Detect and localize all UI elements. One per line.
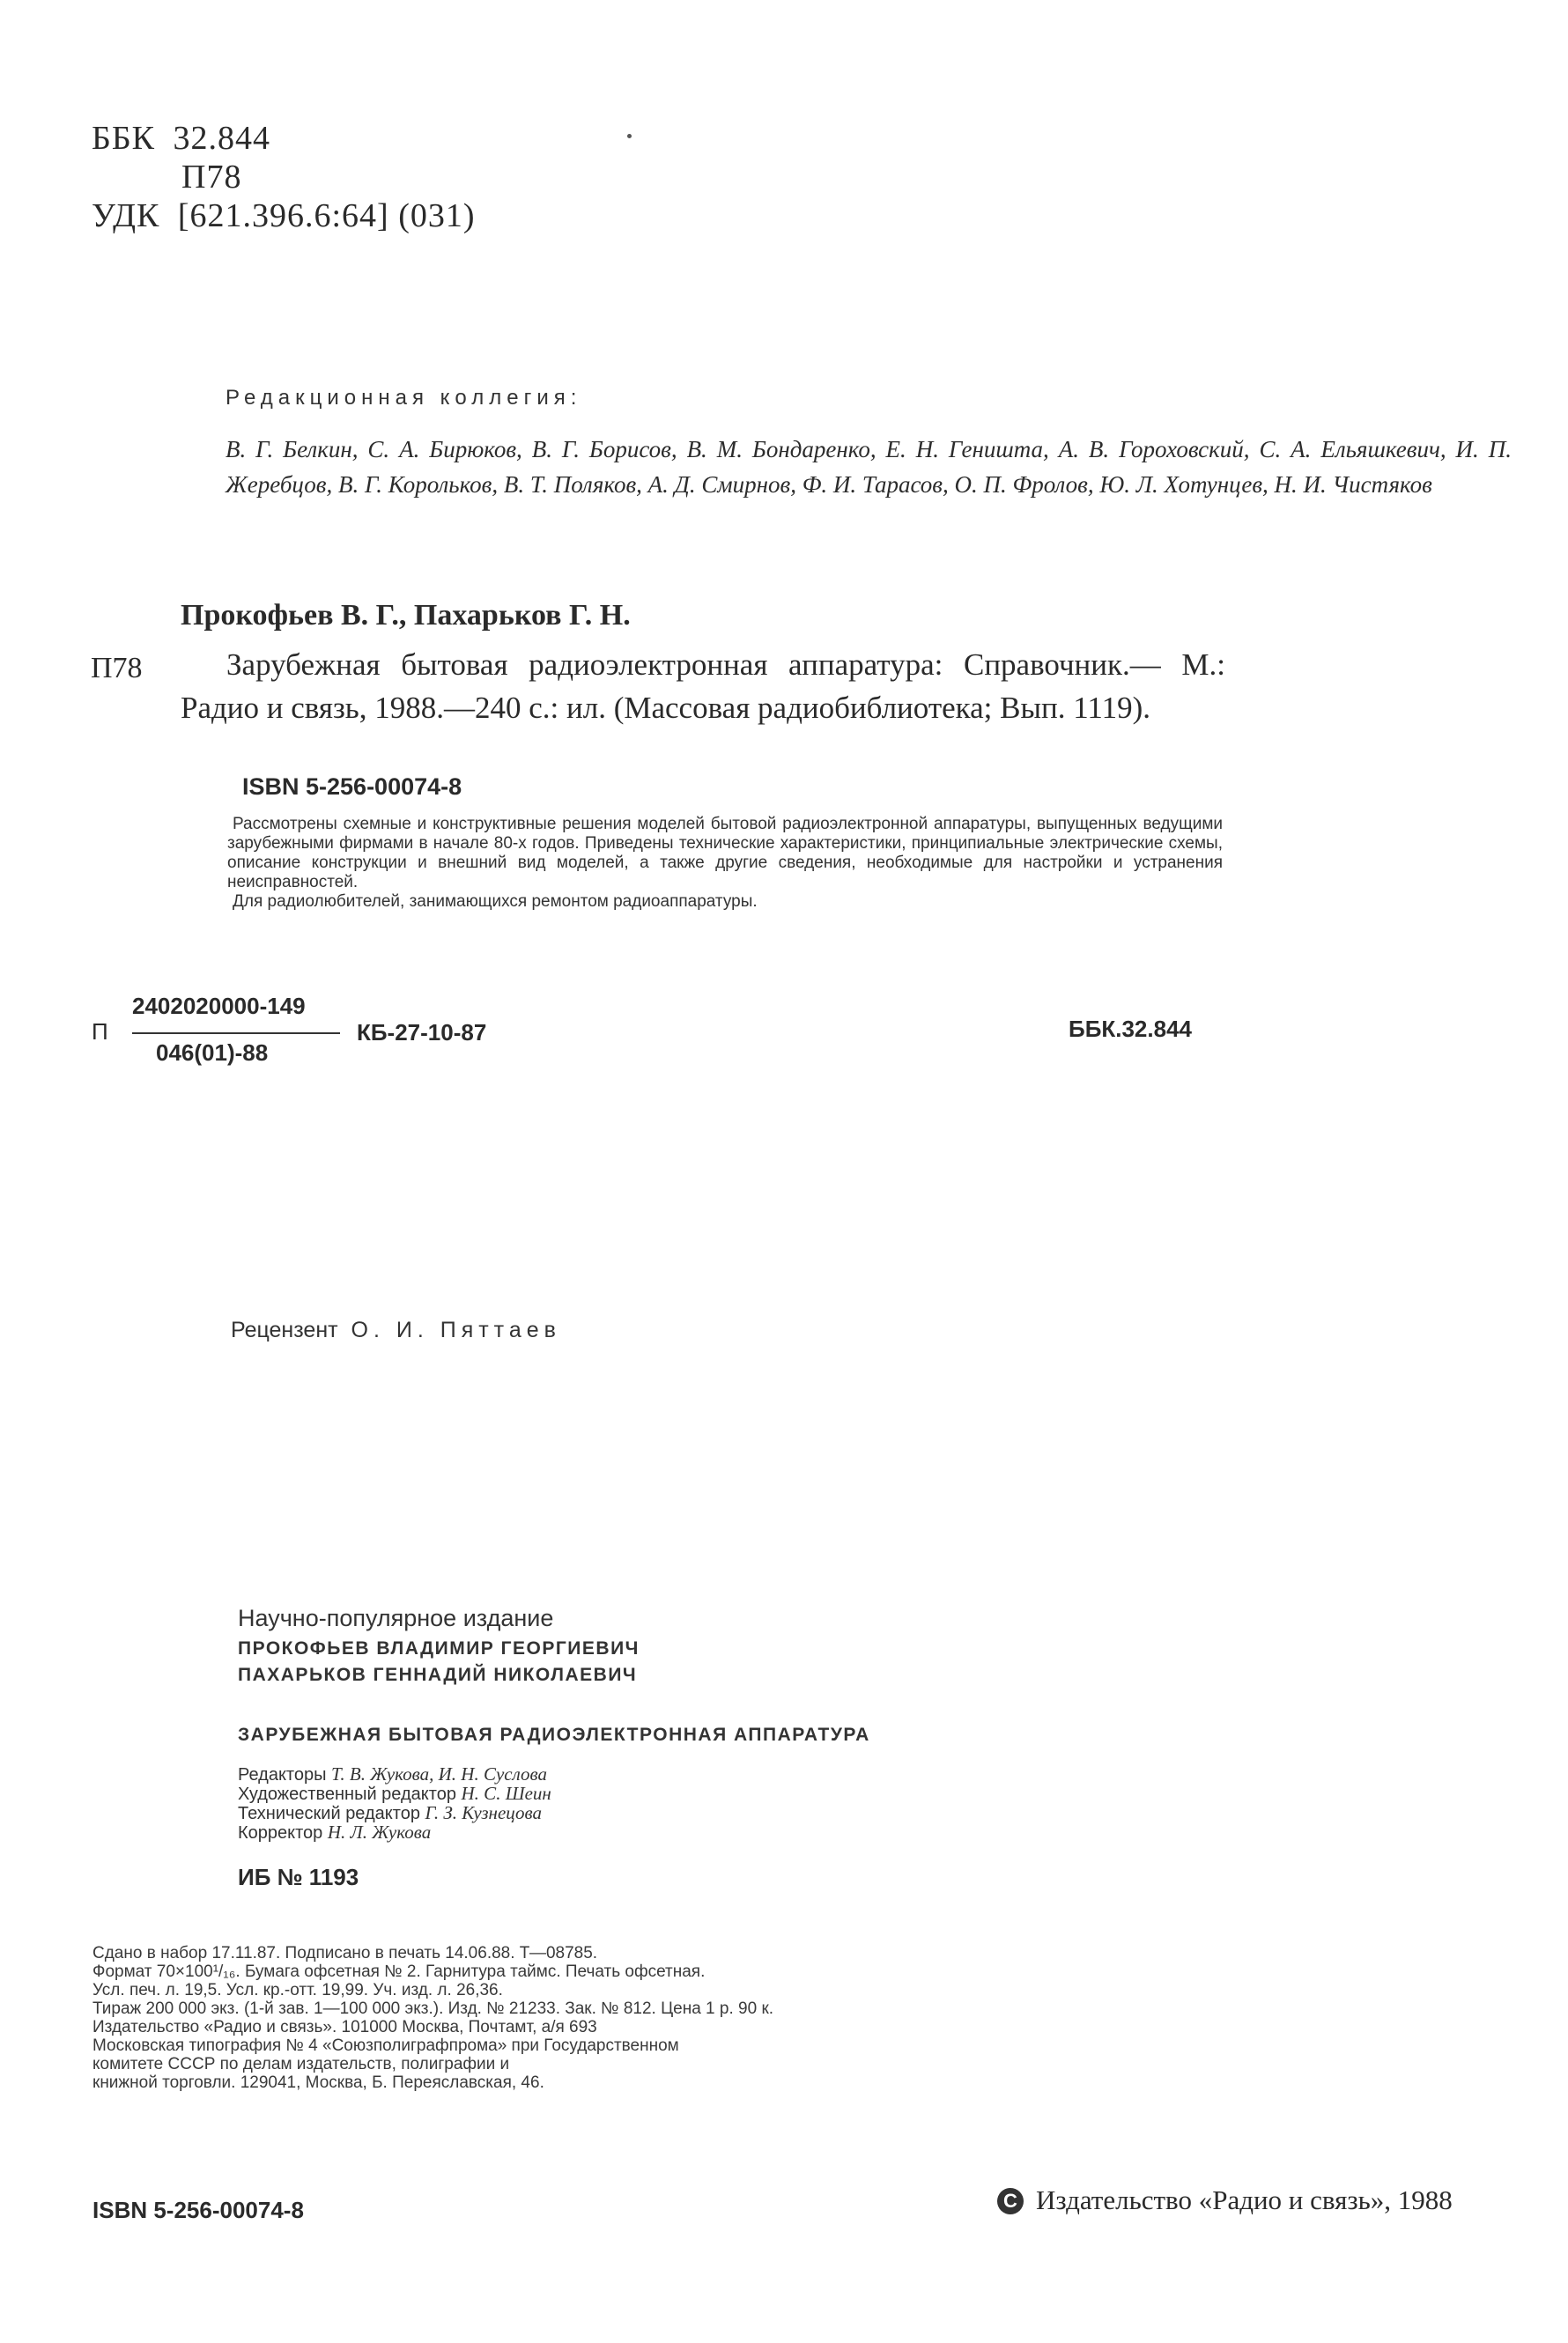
code-kb: КБ-27-10-87	[357, 1019, 487, 1046]
book-title: ЗАРУБЕЖНАЯ БЫТОВАЯ РАДИОЭЛЕКТРОННАЯ АППАРАТУРА	[238, 1725, 870, 1745]
bbk-value: 32.844	[173, 120, 270, 157]
credit-art-editor-label: Художественный редактор	[238, 1785, 456, 1804]
code-fraction-line	[132, 1032, 340, 1034]
copyright-text: Издательство «Радио и связь», 1988	[1036, 2184, 1453, 2215]
copyright-line	[997, 2184, 1453, 2216]
speck	[627, 134, 632, 138]
udk-line	[92, 197, 476, 234]
bib-description	[181, 643, 1225, 729]
code-numerator: 2402020000-149	[132, 993, 306, 1019]
code-prefix: П	[92, 1018, 108, 1045]
credit-tech-editor	[238, 1804, 551, 1823]
printing-line: Тираж 200 000 экз. (1-й зав. 1—100 000 экз.). Изд. № 21233. Зак. № 812. Цена 1 р. 90 к.	[92, 1999, 774, 2018]
printing-details	[92, 1944, 773, 2092]
printing-line: книжной торговли. 129041, Москва, Б. Переяславская, 46.	[92, 2073, 544, 2092]
copyright-icon: C	[997, 2188, 1024, 2214]
credits	[238, 1765, 551, 1843]
reviewer-line	[231, 1318, 561, 1343]
authors-line: Прокофьев В. Г., Пахарьков Г. Н.	[181, 599, 631, 632]
credit-art-editor	[238, 1785, 551, 1804]
isbn-top: ISBN 5-256-00074-8	[242, 773, 462, 800]
credit-corrector-label: Корректор	[238, 1823, 323, 1843]
editorial-board-members: В. Г. Белкин, С. А. Бирюков, В. Г. Борисов, В. М. Бондаренко, Е. Н. Геништа, А. В. Гороховский, С. А. Ельяшкевич, И. П. Жеребцов, В. Г. Корольков, В. Т. Поляков, А. Д. Смирнов, Ф. И. Тарасов, О. П. Фролов, Ю. Л. Хотунцев, Н. И. Чистяков	[226, 436, 1512, 498]
printing-line: Сдано в набор 17.11.87. Подписано в печать 14.06.88. Т—08785.	[92, 1944, 598, 1962]
credit-tech-editor-name: Г. З. Кузнецова	[425, 1802, 543, 1823]
printing-line: Формат 70×100¹/₁₆. Бумага офсетная № 2. Гарнитура таймс. Печать офсетная.	[92, 1962, 706, 1981]
abstract-paragraph: Рассмотрены схемные и конструктивные решения моделей бытовой радиоэлектронной аппаратуры, выпущенных ведущими зарубежными фирмами в начале 80-х годов. Приведены технические характеристики, принципиальные электрические схемы, описание конструкции и внешний вид моделей, а также другие сведения, необходимые для настройки и устранения неисправностей.	[227, 815, 1223, 891]
credit-editors-names: Т. В. Жукова, И. Н. Суслова	[331, 1763, 548, 1785]
printing-line: Московская типография № 4 «Союзполиграфпрома» при Государственном	[92, 2036, 679, 2055]
reviewer-name: О. И. Пяттаев	[351, 1318, 561, 1342]
udk-value: [621.396.6:64] (031)	[177, 197, 476, 234]
udk-label: УДК	[92, 197, 160, 234]
bib-mark: П78	[91, 652, 143, 684]
printing-line: комитете СССР по делам издательств, полиграфии и	[92, 2055, 510, 2073]
credit-art-editor-name: Н. С. Шеин	[461, 1783, 551, 1804]
edition-type: Научно-популярное издание	[238, 1605, 554, 1631]
printing-line: Усл. печ. л. 19,5. Усл. кр.-отт. 19,99. Уч. изд. л. 26,36.	[92, 1981, 503, 1999]
abstract	[227, 815, 1223, 912]
editorial-board-heading: Редакционная коллегия:	[226, 386, 582, 410]
credit-editors-label: Редакторы	[238, 1765, 327, 1785]
code-denominator: 046(01)-88	[156, 1039, 269, 1066]
author-full-1: ПРОКОФЬЕВ ВЛАДИМИР ГЕОРГИЕВИЧ	[238, 1638, 640, 1659]
printing-line: Издательство «Радио и связь». 101000 Москва, Почтамт, а/я 693	[92, 2018, 597, 2036]
credit-tech-editor-label: Технический редактор	[238, 1804, 420, 1823]
author-mark: П78	[181, 159, 242, 196]
ib-number: ИБ № 1193	[238, 1864, 359, 1890]
bbk-line	[92, 120, 270, 157]
bbk-label: ББК	[92, 120, 155, 157]
credit-corrector	[238, 1823, 551, 1843]
code-bbk: ББК.32.844	[1069, 1016, 1192, 1042]
credit-corrector-name: Н. Л. Жукова	[327, 1822, 432, 1843]
bib-description-text: Зарубежная бытовая радиоэлектронная аппаратура: Справочник.— М.: Радио и связь, 1988.—240 с.: ил. (Массовая радиобиблиотека; Вып. 1119).	[181, 647, 1225, 725]
reviewer-label: Рецензент	[231, 1318, 338, 1342]
abstract-paragraph: Для радиолюбителей, занимающихся ремонтом радиоаппаратуры.	[233, 892, 758, 911]
isbn-bottom: ISBN 5-256-00074-8	[92, 2197, 304, 2223]
credit-editors	[238, 1765, 551, 1785]
author-full-2: ПАХАРЬКОВ ГЕННАДИЙ НИКОЛАЕВИЧ	[238, 1665, 638, 1685]
